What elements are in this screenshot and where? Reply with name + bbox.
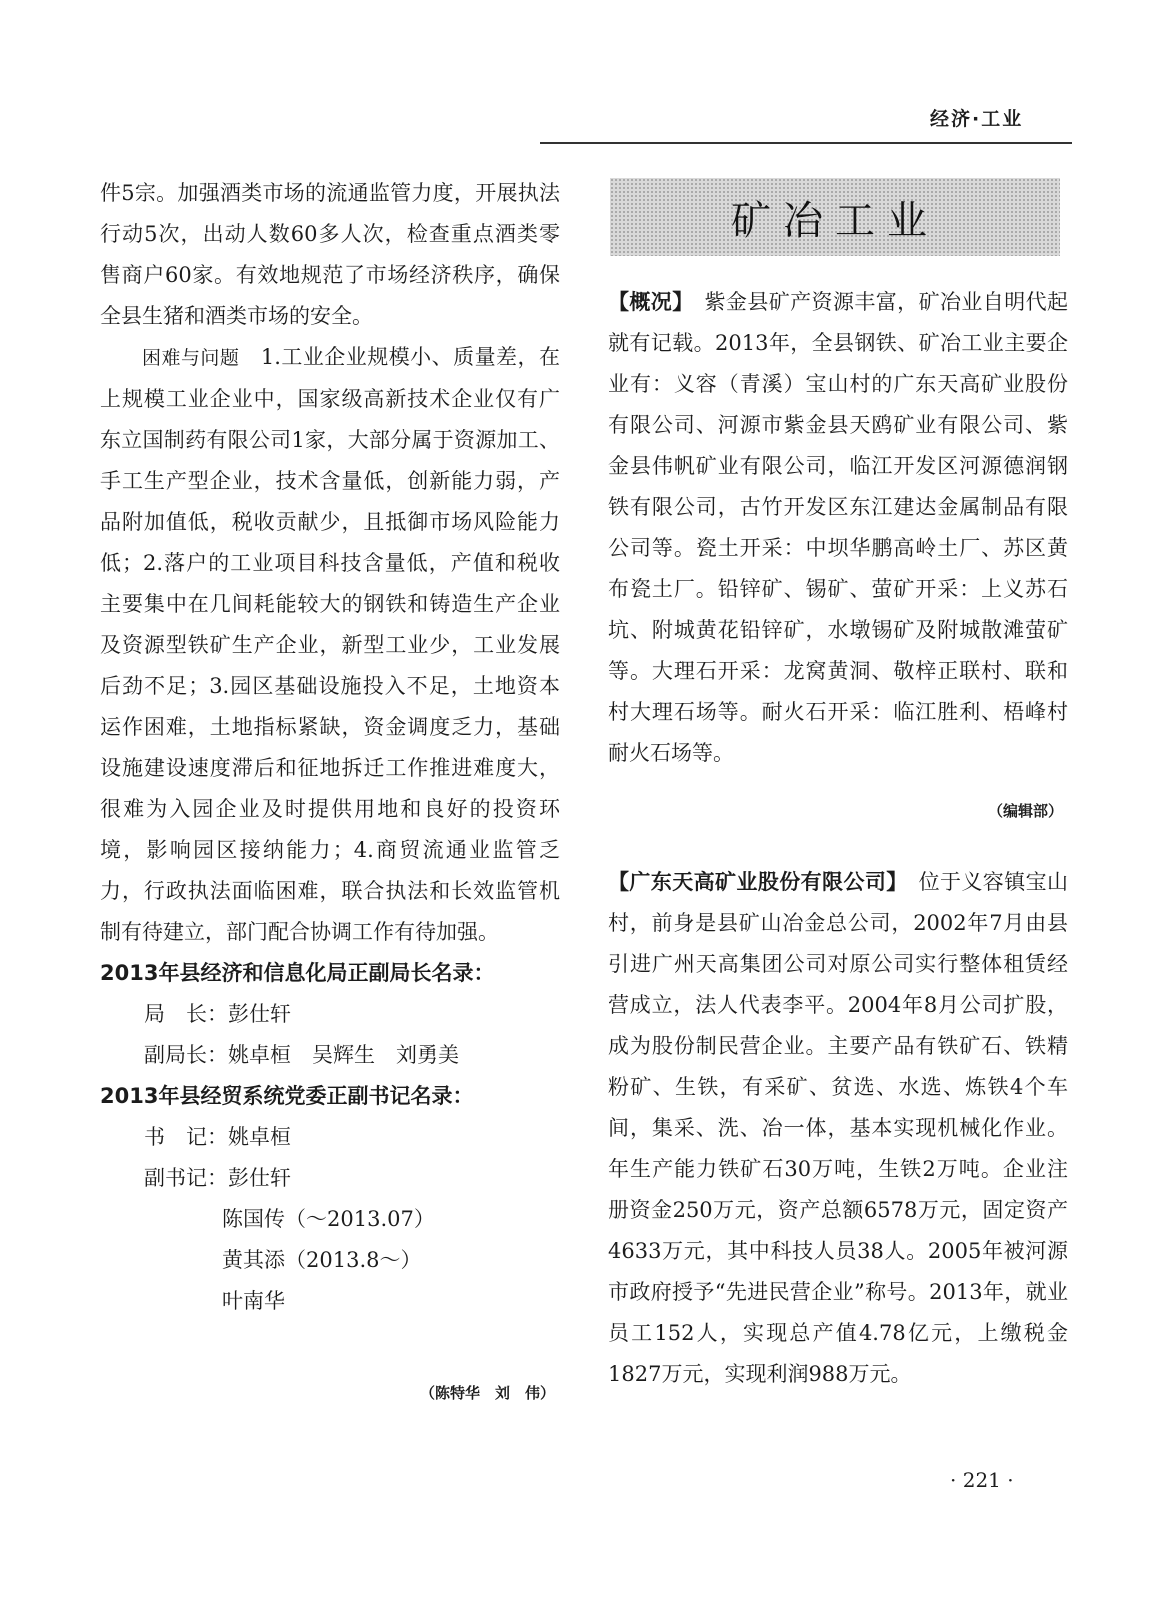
- overview-label: 【概况】: [608, 290, 684, 314]
- page-number: · 221 ·: [950, 1468, 1014, 1492]
- section-title: 矿冶工业: [731, 197, 939, 244]
- left-credit: （陈特华 刘 伟）: [419, 1384, 555, 1402]
- company-label: 【广东天高矿业股份有限公司】: [608, 870, 898, 894]
- roster2-extra-line: 叶南华: [222, 1289, 285, 1313]
- company-paragraph: [608, 862, 1068, 1395]
- overview-text: 紫金县矿产资源丰富，矿冶业自明代起就有记载。2013年，全县钢铁、矿冶工业主要企业有：义容（青溪）宝山村的广东天高矿业股份有限公司、河源市紫金县天鸥矿业有限公司、紫金县伟帆矿业有限公司，临江开发区河源德润钢铁有限公司，古竹开发区东江建达金属制品有限公司等。瓷土开采：中坝华鹏高岭土厂、苏区黄布瓷土厂。铅锌矿、锡矿、萤矿开采：上义苏石坑、附城黄花铅锌矿，水墩锡矿及附城散滩萤矿等。大理石开采：龙窝黄洞、敬梓正联村、联和村大理石场等。耐火石开采：临江胜利、梧峰村耐火石场等。: [608, 290, 1069, 765]
- right-column: [608, 282, 1068, 774]
- company-section: [608, 862, 1068, 1395]
- problems-label: 困难与问题: [142, 347, 240, 369]
- roster2-extra-line: 黄其添（2013.8～）: [222, 1248, 422, 1272]
- roster2-line: 书 记：姚卓桓: [144, 1125, 291, 1149]
- section-banner: [610, 178, 1060, 256]
- running-header: 经济·工业: [930, 108, 1024, 130]
- roster1-title: 2013年县经济和信息化局正副局长名录：: [100, 961, 495, 985]
- overview-paragraph: [608, 282, 1068, 774]
- problems-text: 1.工业企业规模小、质量差，在上规模工业企业中，国家级高新技术企业仅有广东立国制药有限公司1家，大部分属于资源加工、手工生产型企业，技术含量低，创新能力弱，产品附加值低，税收贡献少，且抵御市场风险能力低；2.落户的工业项目科技含量低，产值和税收主要集中在几间耗能较大的钢铁和铸造生产企业及资源型铁矿生产企业，新型工业少，工业发展后劲不足；3.园区基础设施投入不足，土地资本运作困难，土地指标紧缺，资金调度乏力，基础设施建设速度滞后和征地拆迁工作推进难度大，很难为入园企业及时提供用地和良好的投资环境，影响园区接纳能力；4.商贸流通业监管乏力，行政执法面临困难，联合执法和长效监管机制有待建立，部门配合协调工作有待加强。: [100, 345, 560, 944]
- intro-paragraph: 件5宗。加强酒类市场的流通监管力度，开展执法行动5次，出动人数60多人次，检查重点酒类零售商户60家。有效地规范了市场经济秩序，确保全县生猪和酒类市场的安全。: [100, 181, 560, 328]
- left-column: [100, 173, 560, 1322]
- roster1-line: 局 长：彭仕轩: [144, 1002, 291, 1026]
- roster2-extra-line: 陈国传（～2013.07）: [222, 1207, 435, 1231]
- roster1-line: 副局长：姚卓桓 吴辉生 刘勇美: [144, 1043, 459, 1067]
- company-text: 位于义容镇宝山村，前身是县矿山冶金总公司，2002年7月由县引进广州天高集团公司对原公司实行整体租赁经营成立，法人代表李平。2004年8月公司扩股，成为股份制民营企业。主要产品有铁矿石、铁精粉矿、生铁，有采矿、贫选、水选、炼铁4个车间，集采、洗、冶一体，基本实现机械化作业。年生产能力铁矿石30万吨，生铁2万吨。企业注册资金250万元，资产总额6578万元，固定资产4633万元，其中科技人员38人。2005年被河源市政府授予“先进民营企业”称号。2013年，就业员工152人，实现总产值4.78亿元，上缴税金1827万元，实现利润988万元。: [608, 870, 1069, 1386]
- header-rule: [540, 142, 1072, 144]
- roster2-line: 副书记：彭仕轩: [144, 1166, 291, 1190]
- roster2-title: 2013年县经贸系统党委正副书记名录：: [100, 1084, 474, 1108]
- problems-paragraph: [100, 337, 560, 953]
- overview-credit: （编辑部）: [987, 802, 1063, 820]
